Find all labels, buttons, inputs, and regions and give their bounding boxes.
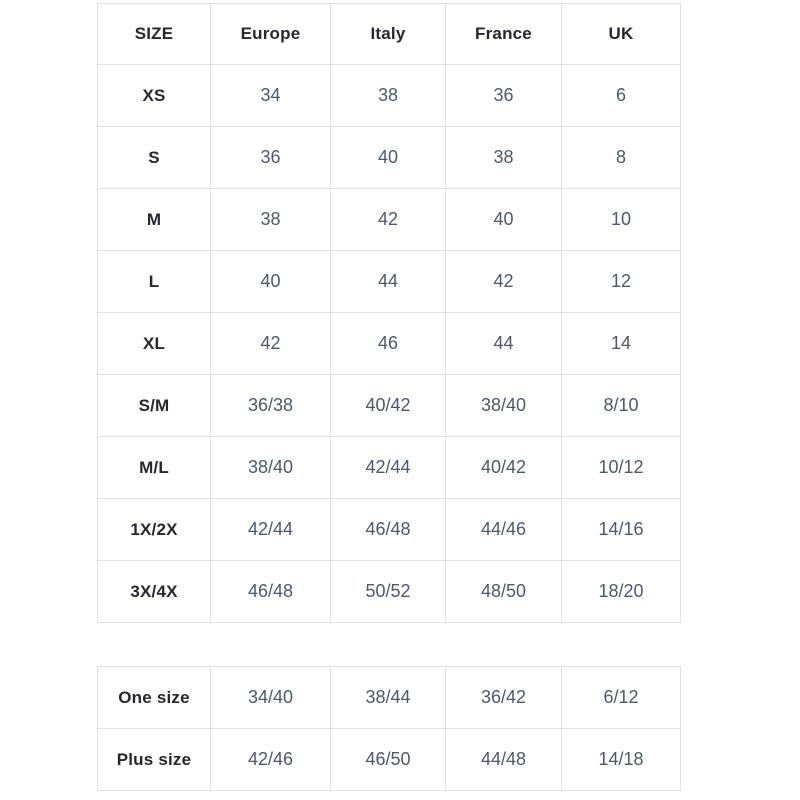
size-value-cell: 42/44: [211, 499, 331, 561]
special-sizes-table: [97, 666, 681, 791]
size-value-cell: 36: [211, 127, 331, 189]
size-value-cell: 42: [446, 251, 562, 313]
size-value-cell: 18/20: [562, 561, 681, 623]
size-value-cell: 44: [331, 251, 446, 313]
size-value-cell: 14/18: [562, 729, 681, 791]
size-value-cell: 34: [211, 65, 331, 127]
size-value-cell: 6/12: [562, 667, 681, 729]
table-row: [98, 251, 681, 313]
size-value-cell: 38/40: [211, 437, 331, 499]
table-row: [98, 437, 681, 499]
row-label: S/M: [98, 375, 211, 437]
table-row: [98, 499, 681, 561]
table-row: [98, 561, 681, 623]
column-header: France: [446, 4, 562, 65]
size-value-cell: 8: [562, 127, 681, 189]
size-value-cell: 10/12: [562, 437, 681, 499]
size-value-cell: 38/44: [331, 667, 446, 729]
size-value-cell: 44: [446, 313, 562, 375]
row-label: M: [98, 189, 211, 251]
size-value-cell: 42: [211, 313, 331, 375]
column-header: UK: [562, 4, 681, 65]
size-value-cell: 50/52: [331, 561, 446, 623]
table-row: [98, 313, 681, 375]
row-label: 1X/2X: [98, 499, 211, 561]
size-value-cell: 38: [331, 65, 446, 127]
size-value-cell: 48/50: [446, 561, 562, 623]
size-value-cell: 10: [562, 189, 681, 251]
table-row: [98, 729, 681, 791]
size-value-cell: 40: [211, 251, 331, 313]
size-value-cell: 42: [331, 189, 446, 251]
header-row: [98, 4, 681, 65]
column-header: Europe: [211, 4, 331, 65]
size-value-cell: 40: [331, 127, 446, 189]
size-value-cell: 44/46: [446, 499, 562, 561]
row-label: M/L: [98, 437, 211, 499]
size-value-cell: 40/42: [446, 437, 562, 499]
size-value-cell: 36/42: [446, 667, 562, 729]
size-value-cell: 12: [562, 251, 681, 313]
size-value-cell: 8/10: [562, 375, 681, 437]
column-header: SIZE: [98, 4, 211, 65]
size-value-cell: 46/50: [331, 729, 446, 791]
size-value-cell: 46/48: [211, 561, 331, 623]
row-label: S: [98, 127, 211, 189]
size-value-cell: 40/42: [331, 375, 446, 437]
column-header: Italy: [331, 4, 446, 65]
size-value-cell: 14/16: [562, 499, 681, 561]
table-row: [98, 667, 681, 729]
size-value-cell: 38: [446, 127, 562, 189]
table-row: [98, 65, 681, 127]
size-conversion-table: [97, 3, 681, 623]
size-value-cell: 14: [562, 313, 681, 375]
row-label: XL: [98, 313, 211, 375]
row-label: L: [98, 251, 211, 313]
size-value-cell: 36: [446, 65, 562, 127]
size-value-cell: 44/48: [446, 729, 562, 791]
size-value-cell: 38/40: [446, 375, 562, 437]
size-value-cell: 38: [211, 189, 331, 251]
table-row: [98, 375, 681, 437]
row-label: Plus size: [98, 729, 211, 791]
row-label: XS: [98, 65, 211, 127]
size-value-cell: 46: [331, 313, 446, 375]
size-value-cell: 36/38: [211, 375, 331, 437]
row-label: 3X/4X: [98, 561, 211, 623]
table-row: [98, 127, 681, 189]
size-value-cell: 46/48: [331, 499, 446, 561]
table-row: [98, 189, 681, 251]
row-label: One size: [98, 667, 211, 729]
size-value-cell: 34/40: [211, 667, 331, 729]
size-value-cell: 6: [562, 65, 681, 127]
size-value-cell: 42/46: [211, 729, 331, 791]
size-value-cell: 42/44: [331, 437, 446, 499]
size-value-cell: 40: [446, 189, 562, 251]
